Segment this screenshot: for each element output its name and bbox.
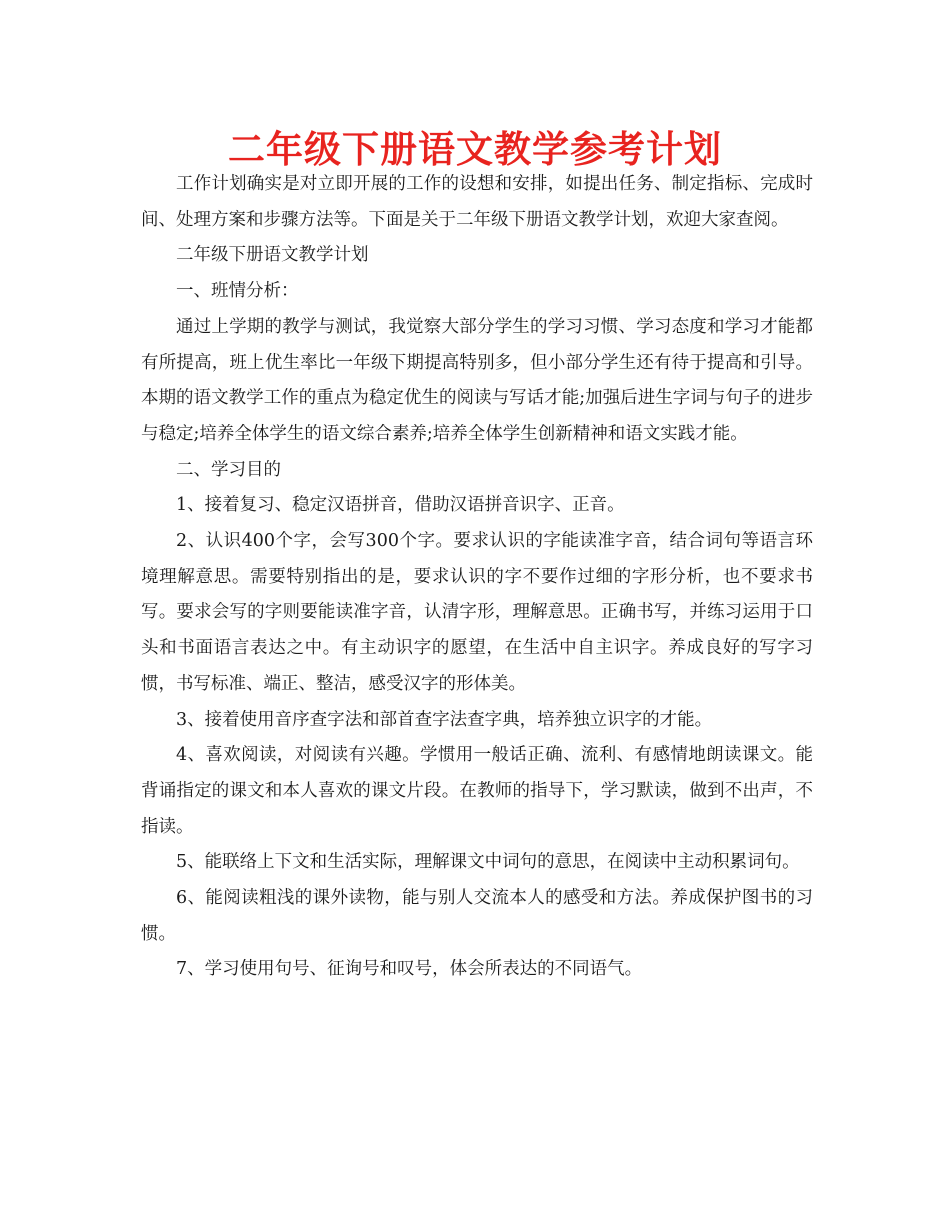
goal-item-5: 5、能联络上下文和生活实际，理解课文中词句的意思，在阅读中主动积累词句。 — [176, 852, 800, 873]
document-body — [141, 167, 813, 988]
goal-item-3: 3、接着使用音序查字法和部首查字法查字典，培养独立识字的才能。 — [176, 709, 713, 730]
goal-item-6: 6、能阅读粗浅的课外读物，能与别人交流本人的感受和方法。养成保护图书的习惯。 — [141, 888, 813, 944]
goal-item-7: 7、学习使用句号、征询号和叹号，体会所表达的不同语气。 — [176, 959, 643, 980]
goal-item-2: 2、认识400个字，会写300个字。要求认识的字能读准字音，结合词句等语言环境理解意思。需要特别指出的是，要求认识的字不要作过细的字形分析，也不要求书写。要求会写的字则要能读准字音，认清字形，理解意思。正确书写，并练习运用于口头和书面语言表达之中。有主动识字的愿望，在生活中自主识字。养成良好的写字习惯，书写标准、端正、整洁，感受汉字的形体美。 — [141, 531, 813, 694]
plan-heading: 二年级下册语文教学计划 — [176, 245, 369, 266]
intro-paragraph: 工作计划确实是对立即开展的工作的设想和安排，如提出任务、制定指标、完成时间、处理方案和步骤方法等。下面是关于二年级下册语文教学计划，欢迎大家查阅。 — [141, 174, 813, 230]
class-analysis-paragraph: 通过上学期的教学与测试，我觉察大部分学生的学习习惯、学习态度和学习才能都有所提高，班上优生率比一年级下期提高特别多，但小部分学生还有待于提高和引导。本期的语文教学工作的重点为稳定优生的阅读与写话才能;加强后进生字词与句子的进步与稳定;培养全体学生的语文综合素养;培养全体学生创新精神和语文实践才能。 — [141, 316, 813, 444]
goal-item-4: 4、喜欢阅读，对阅读有兴趣。学惯用一般话正确、流利、有感情地朗读课文。能背诵指定的课文和本人喜欢的课文片段。在教师的指导下，学习默读，做到不出声，不指读。 — [141, 745, 813, 837]
goal-item-1: 1、接着复习、稳定汉语拼音，借助汉语拼音识字、正音。 — [176, 495, 625, 516]
section-heading-class-analysis: 一、班情分析： — [176, 281, 299, 302]
section-heading-learning-goals: 二、学习目的 — [176, 459, 281, 480]
document-title: 二年级下册语文教学参考计划 — [228, 127, 722, 171]
